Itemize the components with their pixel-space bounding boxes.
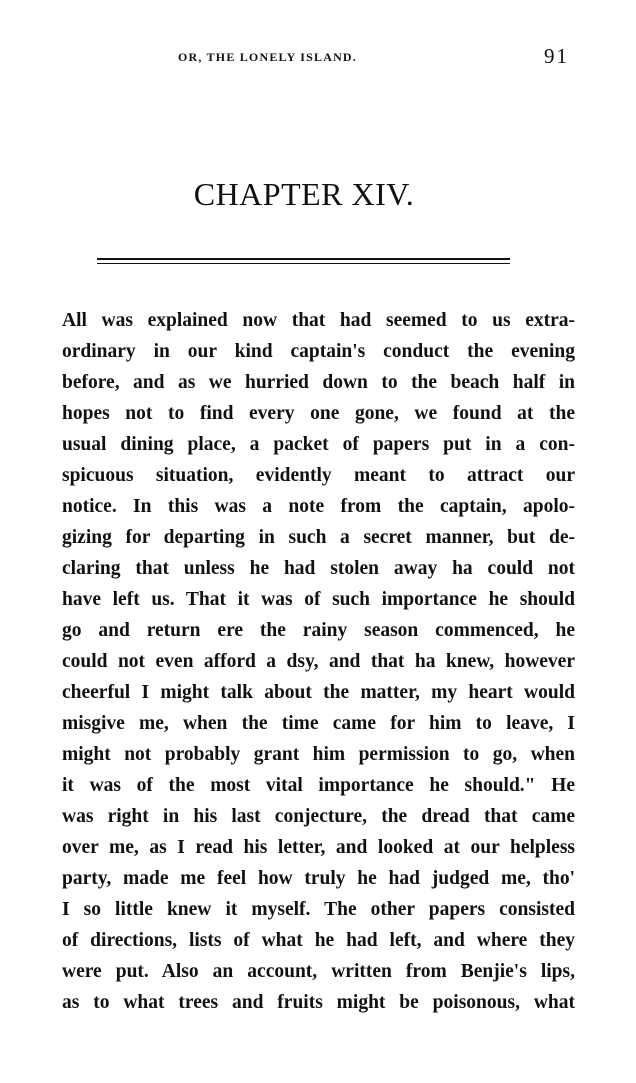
- text-line: it was of the most vital importance he should." He: [62, 775, 575, 796]
- text-line: I so little knew it myself. The other papers consisted: [62, 899, 575, 920]
- running-head: OR, THE LONELY ISLAND.: [178, 50, 358, 64]
- text-line: gizing for departing in such a secret manner, but de-: [62, 527, 575, 548]
- text-line: could not even afford a dsy, and that ha knew, however: [62, 651, 575, 672]
- text-line: have left us. That it was of such importance he should: [62, 589, 575, 610]
- text-line: of directions, lists of what he had left, and where they: [62, 930, 575, 951]
- text-line: claring that unless he had stolen away ha could not: [62, 558, 575, 579]
- text-line: misgive me, when the time came for him to leave, I: [62, 713, 575, 734]
- text-line: All was explained now that had seemed to us extra-: [62, 310, 575, 331]
- text-line: party, made me feel how truly he had judged me, tho': [62, 868, 575, 889]
- text-line: over me, as I read his letter, and looked at our helpless: [62, 837, 575, 858]
- text-line: notice. In this was a note from the captain, apolo-: [62, 496, 575, 517]
- text-line: before, and as we hurried down to the beach half in: [62, 372, 575, 393]
- chapter-title: CHAPTER XIV.: [193, 176, 415, 212]
- text-line: as to what trees and fruits might be poisonous, what: [62, 992, 575, 1013]
- text-line: hopes not to find every one gone, we found at the: [62, 403, 575, 424]
- body-text: [62, 305, 575, 1018]
- text-line: might not probably grant him permission to go, when: [62, 744, 575, 765]
- text-line: were put. Also an account, written from Benjie's lips,: [62, 961, 575, 982]
- title-rule-thick: [97, 258, 510, 260]
- text-line: spicuous situation, evidently meant to attract our: [62, 465, 575, 486]
- text-line: was right in his last conjecture, the dread that came: [62, 806, 575, 827]
- text-line: go and return ere the rainy season commenced, he: [62, 620, 575, 641]
- title-rule-thin: [97, 263, 510, 264]
- text-line: cheerful I might talk about the matter, my heart would: [62, 682, 575, 703]
- page-number: 91: [544, 44, 569, 68]
- text-line: usual dining place, a packet of papers put in a con-: [62, 434, 575, 455]
- text-line: ordinary in our kind captain's conduct the evening: [62, 341, 575, 362]
